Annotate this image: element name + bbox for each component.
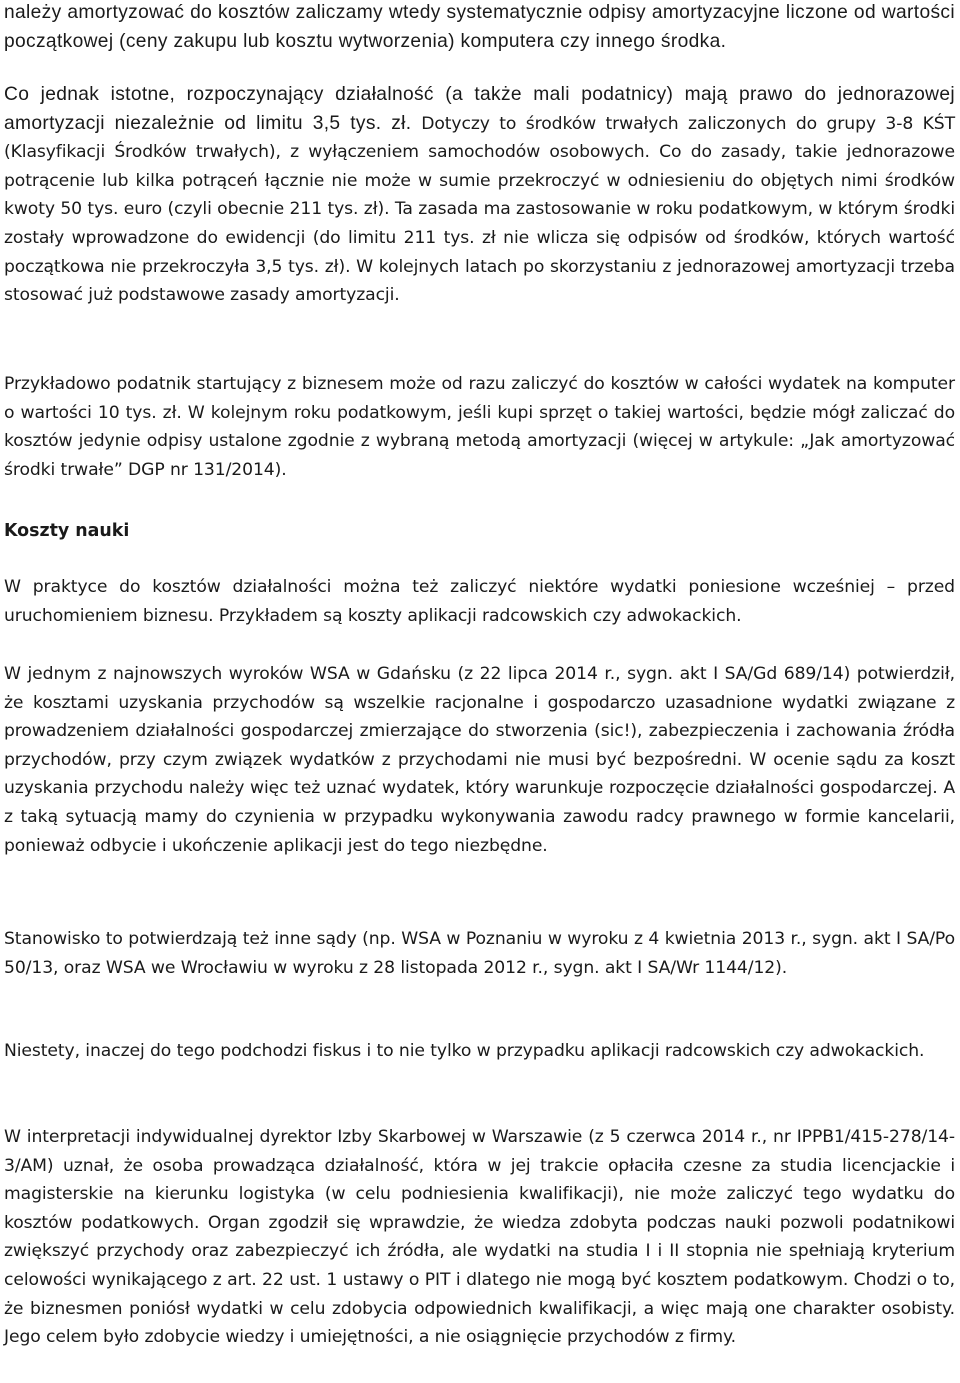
section-heading-koszty-nauki: Koszty nauki: [4, 521, 130, 541]
paragraph-one-off-depreciation: [4, 81, 955, 310]
text-run: należy amortyzować do kosztów zaliczamy wtedy systematycznie odpisy amortyzacyjne liczone od wartości początkowej (ceny zakupu lub kosztu wytworzenia) komputera czy innego środka.: [4, 2, 955, 52]
text-run: Stanowisko to potwierdzają też inne sądy (np. WSA w Poznaniu w wyroku z 4 kwietnia 2013 r., sygn. akt I SA/Po 50/13, oraz WSA we Wrocławiu w wyroku z 28 listopada 2012 r., sygn. akt I SA/Wr 1144/12).: [4, 929, 955, 978]
paragraph-costs-before-start: [4, 573, 955, 630]
paragraph-example-computer: [4, 370, 955, 484]
text-run: Niestety, inaczej do tego podchodzi fiskus i to nie tylko w przypadku aplikacji radcowskich czy adwokackich.: [4, 1041, 925, 1061]
paragraph-individual-interpretation: [4, 1123, 955, 1352]
text-run: W jednym z najnowszych wyroków WSA w Gdańsku (z 22 lipca 2014 r., sygn. akt I SA/Gd 689/14) potwierdził, że kosztami uzyskania przychodów są wszelkie racjonalne i gospodarczo uzasadnione wydatki związane z prowadzeniem działalności gospodarczej zmierzające do stworzenia (sic!), zabezpieczenia i zachowania źródła przychodów, przy czym związek wydatków z przychodami nie musi być bezpośredni. W ocenie sądu za koszt uzyskania przychodu należy więc też uznać wydatek, który warunkuje rozpoczęcie działalności gospodarczej. A z taką sytuacją mamy do czynienia w przypadku wykonywania zawodu radcy prawnego w formie kancelarii, ponieważ odbycie i ukończenie aplikacji jest do tego niezbędne.: [4, 664, 955, 856]
paragraph-other-courts: [4, 925, 955, 982]
paragraph-wsa-gdansk-ruling: [4, 660, 955, 860]
text-run: W praktyce do kosztów działalności można też zaliczyć niektóre wydatki poniesione wcześniej – przed uruchomieniem biznesu. Przykładem są koszty aplikacji radcowskich czy adwokackich.: [4, 577, 955, 626]
text-run: Co jednak istotne, rozpoczynający działalność (a także mali podatnicy) mają prawo do jednorazowej amortyzacji niezależnie od limitu 3,5 tys. zł.: [4, 84, 955, 134]
text-run: W interpretacji indywidualnej dyrektor Izby Skarbowej w Warszawie (z 5 czerwca 2014 r., nr IPPB1/415-278/14-3/AM) uznał, że osoba prowadząca działalność, która w jej trakcie opłaciła czesne za studia licencjackie i magisterskie na kierunku logistyka (w celu podniesienia kwalifikacji), nie może zaliczyć tego wydatku do kosztów podatkowych. Organ zgodził się wprawdzie, że wiedza zdobyta podczas nauki pozwoli podatnikowi zwiększyć przychody oraz zabezpieczyć ich źródła, ale wydatki na studia I i II stopnia nie spełniają kryterium celowości wynikającego z art. 22 ust. 1 ustawy o PIT i dlatego nie mogą być kosztem podatkowym. Chodzi o to, że biznesmen poniósł wydatki w celu zdobycia odpowiednich kwalifikacji, a więc mają one charakter osobisty. Jego celem było zdobycie wiedzy i umiejętności, a nie osiągnięcie przychodów z firmy.: [4, 1127, 955, 1348]
paragraph-tax-authority-position: [4, 1037, 955, 1066]
text-run: Przykładowo podatnik startujący z biznesem może od razu zaliczyć do kosztów w całości wydatek na komputer o wartości 10 tys. zł. W kolejnym roku podatkowym, jeśli kupi sprzęt o takiej wartości, będzie mógł zaliczać do kosztów jedynie odpisy ustalone zgodnie z wybraną metodą amortyzacji (więcej w artykule: „Jak amortyzować środki trwałe” DGP nr 131/2014).: [4, 374, 955, 480]
text-run: Dotyczy to środków trwałych zaliczonych do grupy 3-8 KŚT (Klasyfikacji Środków trwałych), z wyłączeniem samochodów osobowych. Co do zasady, takie jednorazowe potrącenie lub kilka potrąceń łącznie nie może w sumie przekroczyć w odniesieniu do objętych nimi środków kwoty 50 tys. euro (czyli obecnie 211 tys. zł). Ta zasada ma zastosowanie w roku podatkowym, w którym środki zostały wprowadzone do ewidencji (do limitu 211 tys. zł nie wlicza się odpisów od środków, których wartość początkowa nie przekroczyła 3,5 tys. zł). W kolejnych latach po skorzystaniu z jednorazowej amortyzacji trzeba stosować już podstawowe zasady amortyzacji.: [4, 113, 955, 306]
paragraph-amortization-intro: [4, 0, 955, 56]
